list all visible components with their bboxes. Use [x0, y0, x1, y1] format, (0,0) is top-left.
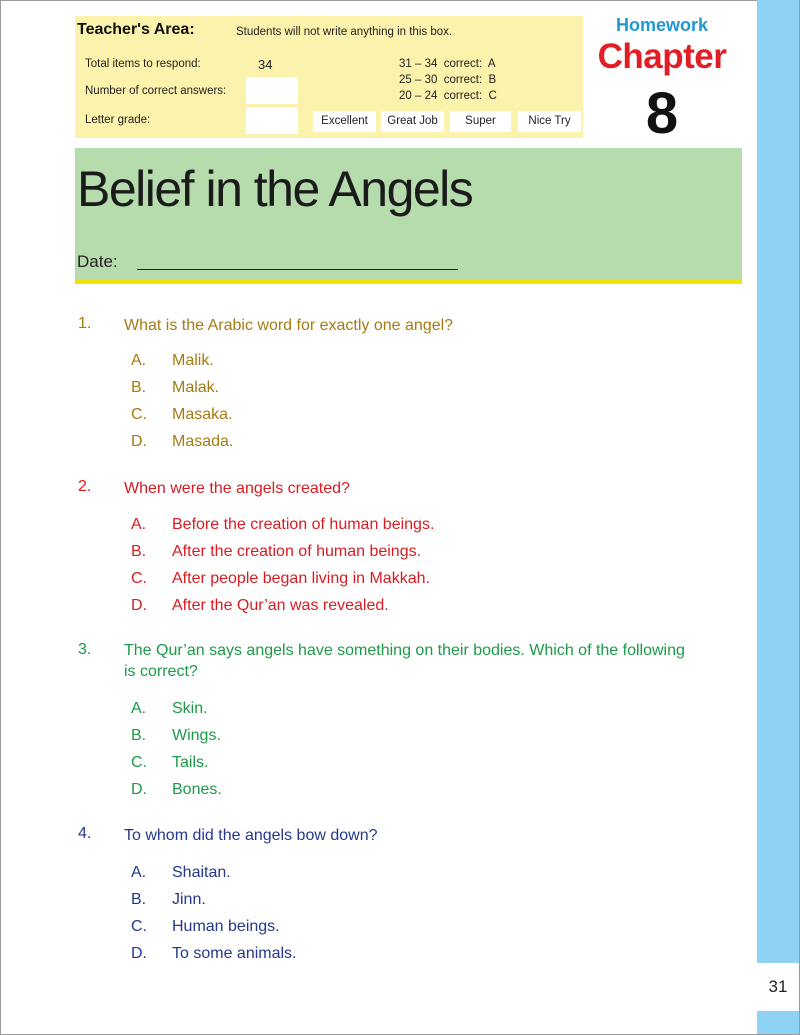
question-3-option-c[interactable]: Tails.: [172, 754, 209, 771]
chip-excellent[interactable]: Excellent: [313, 111, 376, 132]
question-3-option-d-letter: D.: [131, 781, 147, 798]
question-1-option-b-letter: B.: [131, 379, 147, 396]
question-2-option-a-letter: A.: [131, 516, 147, 533]
letter-grade-field[interactable]: [246, 107, 298, 134]
question-1-option-b[interactable]: Malak.: [172, 379, 220, 396]
question-1-option-a[interactable]: Malik.: [172, 352, 214, 369]
question-4-option-c[interactable]: Human beings.: [172, 918, 280, 935]
question-2-option-b-letter: B.: [131, 543, 147, 560]
question-2-option-d-letter: D.: [131, 597, 147, 614]
question-2-number: 2.: [78, 478, 92, 495]
question-4-option-b[interactable]: Jinn.: [172, 891, 206, 908]
question-1-option-d-letter: D.: [131, 433, 147, 450]
chip-nice-try[interactable]: Nice Try: [518, 111, 581, 132]
grade-scale-a: 31 – 34 correct: A: [399, 58, 496, 70]
title-underline-bar: [75, 279, 742, 284]
letter-grade-label: Letter grade:: [85, 114, 151, 126]
teacher-area-title: Teacher's Area:: [77, 21, 195, 38]
chip-super[interactable]: Super: [450, 111, 511, 132]
question-3-option-a-letter: A.: [131, 700, 147, 717]
date-label: Date:: [77, 252, 118, 271]
question-1-option-a-letter: A.: [131, 352, 147, 369]
question-2-option-b[interactable]: After the creation of human beings.: [172, 543, 422, 560]
question-3-option-d[interactable]: Bones.: [172, 781, 222, 798]
question-3-option-b[interactable]: Wings.: [172, 727, 221, 744]
question-4-option-d[interactable]: To some animals.: [172, 945, 297, 962]
question-3-text: The Qur’an says angels have something on their bodies. Which of the following is correct?: [124, 642, 685, 680]
question-4-option-a[interactable]: Shaitan.: [172, 864, 231, 881]
chip-great-job[interactable]: Great Job: [381, 111, 444, 132]
chapter-label: Chapter: [597, 37, 727, 76]
question-3-option-c-letter: C.: [131, 754, 147, 771]
correct-answers-label: Number of correct answers:: [85, 85, 227, 97]
page-title: Belief in the Angels: [77, 161, 473, 217]
question-4-option-d-letter: D.: [131, 945, 147, 962]
correct-answers-field[interactable]: [246, 77, 298, 104]
teacher-area-note: Students will not write anything in this box.: [236, 26, 453, 38]
question-4-option-c-letter: C.: [131, 918, 147, 935]
question-4-text: To whom did the angels bow down?: [124, 827, 378, 844]
question-1-option-d[interactable]: Masada.: [172, 433, 234, 450]
total-items-value: 34: [258, 57, 273, 72]
total-items-label: Total items to respond:: [85, 58, 201, 70]
question-4-number: 4.: [78, 825, 92, 842]
question-1-text: What is the Arabic word for exactly one angel?: [124, 317, 454, 334]
question-2-text: When were the angels created?: [124, 480, 350, 497]
question-4-option-a-letter: A.: [131, 864, 147, 881]
page-number: 31: [768, 977, 788, 996]
question-2-option-a[interactable]: Before the creation of human beings.: [172, 516, 435, 533]
question-1-number: 1.: [78, 315, 92, 332]
homework-label: Homework: [615, 15, 709, 35]
question-3-number: 3.: [78, 641, 92, 658]
question-4-option-b-letter: B.: [131, 891, 147, 908]
question-2-option-c-letter: C.: [131, 570, 147, 587]
date-line[interactable]: [137, 269, 458, 270]
question-3-option-a[interactable]: Skin.: [172, 700, 208, 717]
question-3-option-b-letter: B.: [131, 727, 147, 744]
grade-scale-b: 25 – 30 correct: B: [399, 74, 497, 86]
side-strip: [757, 0, 799, 1034]
question-1-option-c[interactable]: Masaka.: [172, 406, 233, 423]
question-1-option-c-letter: C.: [131, 406, 147, 423]
chapter-number: 8: [645, 81, 679, 146]
question-2-option-d[interactable]: After the Qur’an was revealed.: [172, 597, 389, 614]
question-2-option-c[interactable]: After people began living in Makkah.: [172, 570, 430, 587]
grade-scale-c: 20 – 24 correct: C: [399, 90, 497, 102]
